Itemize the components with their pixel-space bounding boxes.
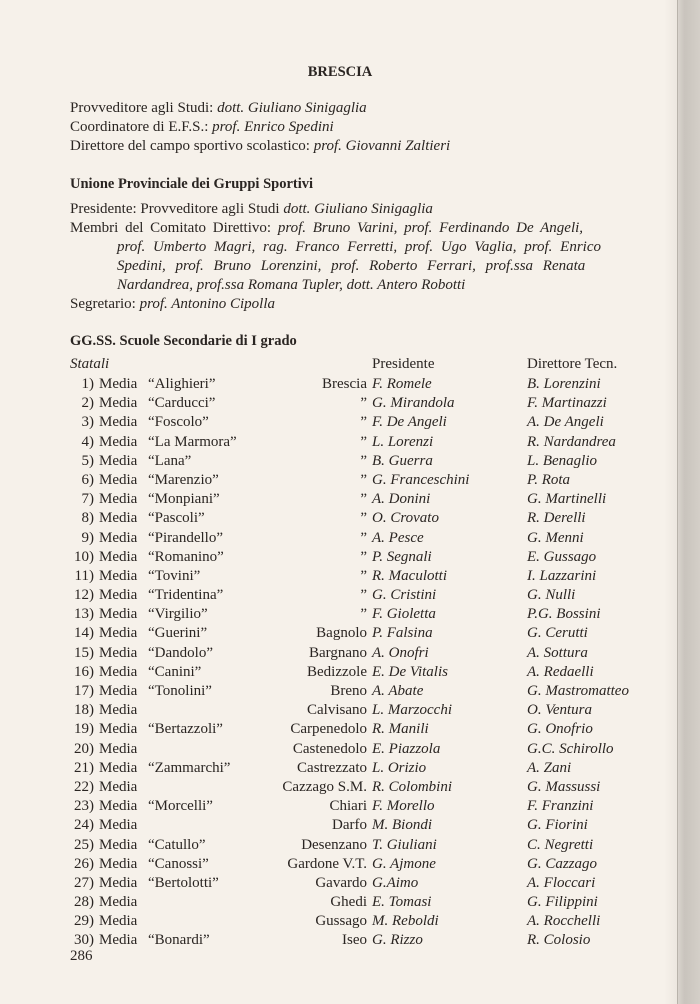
row-number: 15) bbox=[74, 644, 94, 661]
school-type: Media bbox=[99, 644, 138, 661]
table-row bbox=[70, 912, 680, 931]
school-type: Media bbox=[99, 778, 138, 795]
president-name: L. Marzocchi bbox=[372, 702, 452, 719]
school-type: Media bbox=[99, 874, 138, 891]
table-row bbox=[70, 509, 680, 528]
school-name: “Zammarchi” bbox=[148, 759, 231, 776]
director-name: A. Zani bbox=[527, 759, 572, 776]
table-row bbox=[70, 836, 680, 855]
school-name: “Pascoli” bbox=[148, 510, 205, 527]
row-number: 2) bbox=[81, 395, 94, 412]
director-name: R. Derelli bbox=[527, 510, 586, 527]
table-row bbox=[70, 740, 680, 759]
table-row bbox=[70, 529, 680, 548]
director-name: C. Negretti bbox=[527, 836, 594, 853]
school-city: Cazzago S.M. bbox=[282, 778, 367, 795]
school-city: Ghedi bbox=[330, 894, 367, 911]
row-number: 16) bbox=[74, 663, 94, 680]
school-city: Gussago bbox=[315, 913, 367, 930]
union-heading: Unione Provinciale dei Gruppi Sportivi bbox=[70, 176, 314, 192]
row-number: 25) bbox=[74, 836, 94, 853]
table-row bbox=[70, 413, 680, 432]
table-row bbox=[70, 605, 680, 624]
director-name: G. Massussi bbox=[527, 778, 601, 795]
president-name: G. Ajmone bbox=[372, 855, 436, 872]
row-number: 30) bbox=[74, 932, 94, 949]
school-name: “Tridentina” bbox=[148, 587, 224, 604]
school-city: Gardone V.T. bbox=[287, 855, 367, 872]
table-row bbox=[70, 816, 680, 835]
president-name: G. Rizzo bbox=[372, 932, 423, 949]
row-number: 26) bbox=[74, 855, 94, 872]
president-name: M. Reboldi bbox=[372, 913, 439, 930]
school-city: ” bbox=[360, 433, 367, 450]
column-header-director: Direttore Tecn. bbox=[527, 356, 618, 372]
table-row bbox=[70, 452, 680, 471]
president-name: R. Manili bbox=[372, 721, 429, 738]
schools-heading: GG.SS. Scuole Secondarie di I grado bbox=[70, 333, 297, 349]
director-name: R. Colosio bbox=[527, 932, 591, 949]
school-type: Media bbox=[99, 587, 138, 604]
school-name: “La Marmora” bbox=[148, 433, 237, 450]
row-number: 3) bbox=[81, 414, 94, 431]
school-type: Media bbox=[99, 855, 138, 872]
president-name: O. Crovato bbox=[372, 510, 439, 527]
table-row bbox=[70, 567, 680, 586]
row-number: 17) bbox=[74, 683, 94, 699]
school-type: Media bbox=[99, 606, 138, 623]
school-type: Media bbox=[99, 721, 138, 738]
director-name: O. Ventura bbox=[527, 702, 592, 719]
school-name: “Romanino” bbox=[148, 548, 224, 565]
school-name: “Alighieri” bbox=[148, 376, 216, 392]
school-name: “Bertazzoli” bbox=[148, 721, 223, 738]
row-number: 24) bbox=[74, 817, 94, 834]
school-type: Media bbox=[99, 683, 138, 699]
director-name: A. Redaelli bbox=[527, 663, 594, 680]
table-row bbox=[70, 663, 680, 682]
table-row bbox=[70, 874, 680, 893]
school-name: “Catullo” bbox=[148, 836, 206, 853]
school-type: Media bbox=[99, 395, 138, 412]
row-number: 18) bbox=[74, 702, 94, 719]
school-city: ” bbox=[360, 491, 367, 508]
school-type: Media bbox=[99, 836, 138, 853]
official-provveditore: Provveditore agli Studi: dott. Giuliano Sinigaglia bbox=[70, 100, 367, 116]
table-row bbox=[70, 471, 680, 490]
president-name: A. Abate bbox=[372, 683, 424, 699]
school-name: “Tovini” bbox=[148, 567, 201, 584]
president-name: A. Onofri bbox=[372, 644, 429, 661]
school-city: Gavardo bbox=[315, 874, 367, 891]
school-name: “Guerini” bbox=[148, 625, 208, 642]
table-row bbox=[70, 855, 680, 874]
official-coordinatore: Coordinatore di E.F.S.: prof. Enrico Spedini bbox=[70, 119, 334, 135]
school-name: “Carducci” bbox=[148, 395, 216, 412]
school-name: “Canini” bbox=[148, 663, 202, 680]
row-number: 1) bbox=[81, 376, 94, 392]
schools-table bbox=[70, 356, 680, 951]
school-city: Calvisano bbox=[307, 702, 367, 719]
school-type: Media bbox=[99, 913, 138, 930]
school-type: Media bbox=[99, 376, 138, 392]
row-number: 12) bbox=[74, 587, 94, 604]
table-body bbox=[70, 375, 680, 951]
row-number: 9) bbox=[81, 529, 94, 546]
director-name: A. Rocchelli bbox=[527, 913, 601, 930]
school-type: Media bbox=[99, 759, 138, 776]
president-name: A. Donini bbox=[372, 491, 431, 508]
director-name: A. De Angeli bbox=[527, 414, 604, 431]
union-members-line-4: Nardandrea, prof.ssa Romana Tupler, dott. Antero Robotti bbox=[117, 277, 466, 293]
school-city: Chiari bbox=[329, 798, 367, 815]
row-number: 20) bbox=[74, 740, 94, 757]
table-row bbox=[70, 931, 680, 950]
table-row bbox=[70, 433, 680, 452]
school-type: Media bbox=[99, 625, 138, 642]
school-type: Media bbox=[99, 663, 138, 680]
school-city: Darfo bbox=[332, 817, 367, 834]
director-name: A. Sottura bbox=[527, 644, 588, 661]
school-city: Carpenedolo bbox=[290, 721, 367, 738]
school-name: “Pirandello” bbox=[148, 529, 223, 546]
school-city: ” bbox=[360, 471, 367, 488]
page-title: BRESCIA bbox=[307, 64, 373, 80]
table-row bbox=[70, 394, 680, 413]
page-edge bbox=[677, 0, 700, 1004]
school-type: Media bbox=[99, 471, 138, 488]
group-label: Statali bbox=[70, 356, 110, 372]
school-city: ” bbox=[360, 452, 367, 469]
school-city: ” bbox=[360, 606, 367, 623]
school-name: “Virgilio” bbox=[148, 606, 208, 623]
union-members-line-2: prof. Umberto Magri, rag. Franco Ferretti, prof. Ugo Vaglia, prof. Enrico bbox=[117, 239, 602, 255]
row-number: 5) bbox=[81, 452, 94, 469]
director-name: R. Nardandrea bbox=[527, 433, 616, 450]
director-name: P. Rota bbox=[527, 471, 571, 488]
director-name: G. Martinelli bbox=[527, 491, 607, 508]
school-city: ” bbox=[360, 567, 367, 584]
school-city: ” bbox=[360, 414, 367, 431]
school-type: Media bbox=[99, 932, 138, 949]
official-direttore-campo: Direttore del campo sportivo scolastico: prof. Giovanni Zaltieri bbox=[70, 138, 451, 154]
president-name: R. Maculotti bbox=[372, 567, 447, 584]
director-name: G. Cazzago bbox=[527, 855, 598, 872]
table-row bbox=[70, 893, 680, 912]
school-city: ” bbox=[360, 510, 367, 527]
table-row bbox=[70, 778, 680, 797]
union-members-line-3: Spedini, prof. Bruno Lorenzini, prof. Roberto Ferrari, prof.ssa Renata bbox=[117, 258, 586, 274]
school-name: “Morcelli” bbox=[148, 798, 213, 815]
column-header-president: Presidente bbox=[372, 356, 435, 372]
table-row bbox=[70, 548, 680, 567]
table-row bbox=[70, 490, 680, 509]
president-name: B. Guerra bbox=[372, 452, 433, 469]
president-name: G. Cristini bbox=[372, 587, 437, 604]
row-number: 10) bbox=[74, 548, 94, 565]
row-number: 13) bbox=[74, 606, 94, 623]
table-row bbox=[70, 682, 680, 701]
school-type: Media bbox=[99, 529, 138, 546]
school-type: Media bbox=[99, 567, 138, 584]
school-name: “Bonardi” bbox=[148, 932, 210, 949]
row-number: 8) bbox=[81, 510, 94, 527]
page-number: 286 bbox=[70, 948, 93, 964]
school-city: Castrezzato bbox=[297, 759, 367, 776]
table-row bbox=[70, 586, 680, 605]
row-number: 22) bbox=[74, 778, 94, 795]
director-name: G.C. Schirollo bbox=[527, 740, 614, 757]
union-president: Presidente: Provveditore agli Studi dott. Giuliano Sinigaglia bbox=[70, 201, 433, 217]
row-number: 28) bbox=[74, 894, 94, 911]
president-name: E. De Vitalis bbox=[372, 663, 448, 680]
director-name: F. Franzini bbox=[527, 798, 594, 815]
director-name: G. Fiorini bbox=[527, 817, 588, 834]
school-city: Brescia bbox=[322, 376, 367, 392]
school-name: “Monpiani” bbox=[148, 491, 220, 508]
school-city: ” bbox=[360, 548, 367, 565]
row-number: 4) bbox=[81, 433, 94, 450]
school-name: “Tonolini” bbox=[148, 683, 212, 699]
school-city: Castenedolo bbox=[292, 740, 367, 757]
school-type: Media bbox=[99, 414, 138, 431]
president-name: R. Colombini bbox=[372, 778, 453, 795]
school-type: Media bbox=[99, 817, 138, 834]
school-type: Media bbox=[99, 740, 138, 757]
table-row bbox=[70, 644, 680, 663]
school-name: “Canossi” bbox=[148, 855, 209, 872]
school-city: ” bbox=[360, 395, 367, 412]
director-name: A. Floccari bbox=[527, 874, 596, 891]
school-type: Media bbox=[99, 433, 138, 450]
school-name: “Foscolo” bbox=[148, 414, 209, 431]
union-members: Membri del Comitato Direttivo: prof. Bruno Varini, prof. Ferdinando De Angeli, bbox=[70, 220, 584, 236]
director-name: G. Mastromatteo bbox=[527, 683, 629, 699]
school-city: ” bbox=[360, 587, 367, 604]
director-name: L. Benaglio bbox=[527, 452, 597, 469]
school-type: Media bbox=[99, 702, 138, 719]
president-name: F. Morello bbox=[372, 798, 435, 815]
union-secretary: Segretario: prof. Antonino Cipolla bbox=[70, 296, 275, 312]
row-number: 11) bbox=[74, 567, 94, 584]
row-number: 19) bbox=[74, 721, 94, 738]
school-name: “Lana” bbox=[148, 452, 192, 469]
president-name: G. Franceschini bbox=[372, 471, 470, 488]
president-name: P. Segnali bbox=[372, 548, 432, 565]
school-city: Desenzano bbox=[301, 836, 367, 853]
school-type: Media bbox=[99, 548, 138, 565]
president-name: T. Giuliani bbox=[372, 836, 437, 853]
row-number: 23) bbox=[74, 798, 94, 815]
president-name: G. Mirandola bbox=[372, 395, 455, 412]
president-name: M. Biondi bbox=[372, 817, 432, 834]
table-header bbox=[70, 356, 680, 375]
row-number: 27) bbox=[74, 874, 94, 891]
president-name: F. De Angeli bbox=[372, 414, 447, 431]
table-row bbox=[70, 759, 680, 778]
director-name: F. Martinazzi bbox=[527, 395, 607, 412]
row-number: 7) bbox=[81, 491, 94, 508]
row-number: 29) bbox=[74, 913, 94, 930]
director-name: G. Menni bbox=[527, 529, 584, 546]
school-type: Media bbox=[99, 894, 138, 911]
school-type: Media bbox=[99, 452, 138, 469]
row-number: 21) bbox=[74, 759, 94, 776]
school-city: Bargnano bbox=[308, 644, 367, 661]
director-name: E. Gussago bbox=[527, 548, 597, 565]
table-row bbox=[70, 797, 680, 816]
president-name: F. Romele bbox=[372, 376, 432, 392]
school-city: Bagnolo bbox=[316, 625, 367, 642]
president-name: G.Aimo bbox=[372, 874, 419, 891]
director-name: G. Cerutti bbox=[527, 625, 588, 642]
president-name: L. Orizio bbox=[372, 759, 427, 776]
table-row bbox=[70, 701, 680, 720]
school-name: “Bertolotti” bbox=[148, 874, 219, 891]
school-city: Iseo bbox=[342, 932, 367, 949]
table-row bbox=[70, 375, 680, 394]
row-number: 6) bbox=[81, 471, 94, 488]
school-city: Breno bbox=[330, 683, 367, 699]
president-name: E. Piazzola bbox=[372, 740, 441, 757]
school-type: Media bbox=[99, 491, 138, 508]
president-name: E. Tomasi bbox=[372, 894, 432, 911]
school-type: Media bbox=[99, 798, 138, 815]
table-row bbox=[70, 720, 680, 739]
school-city: ” bbox=[360, 529, 367, 546]
school-type: Media bbox=[99, 510, 138, 527]
president-name: P. Falsina bbox=[372, 625, 433, 642]
director-name: G. Onofrio bbox=[527, 721, 593, 738]
president-name: A. Pesce bbox=[372, 529, 424, 546]
director-name: I. Lazzarini bbox=[527, 567, 597, 584]
president-name: F. Gioletta bbox=[372, 606, 436, 623]
school-city: Bedizzole bbox=[307, 663, 367, 680]
president-name: L. Lorenzi bbox=[372, 433, 434, 450]
row-number: 14) bbox=[74, 625, 94, 642]
director-name: P.G. Bossini bbox=[527, 606, 601, 623]
director-name: G. Nulli bbox=[527, 587, 576, 604]
school-name: “Marenzio” bbox=[148, 471, 219, 488]
director-name: G. Filippini bbox=[527, 894, 598, 911]
school-name: “Dandolo” bbox=[148, 644, 213, 661]
table-row bbox=[70, 624, 680, 643]
director-name: B. Lorenzini bbox=[527, 376, 601, 392]
